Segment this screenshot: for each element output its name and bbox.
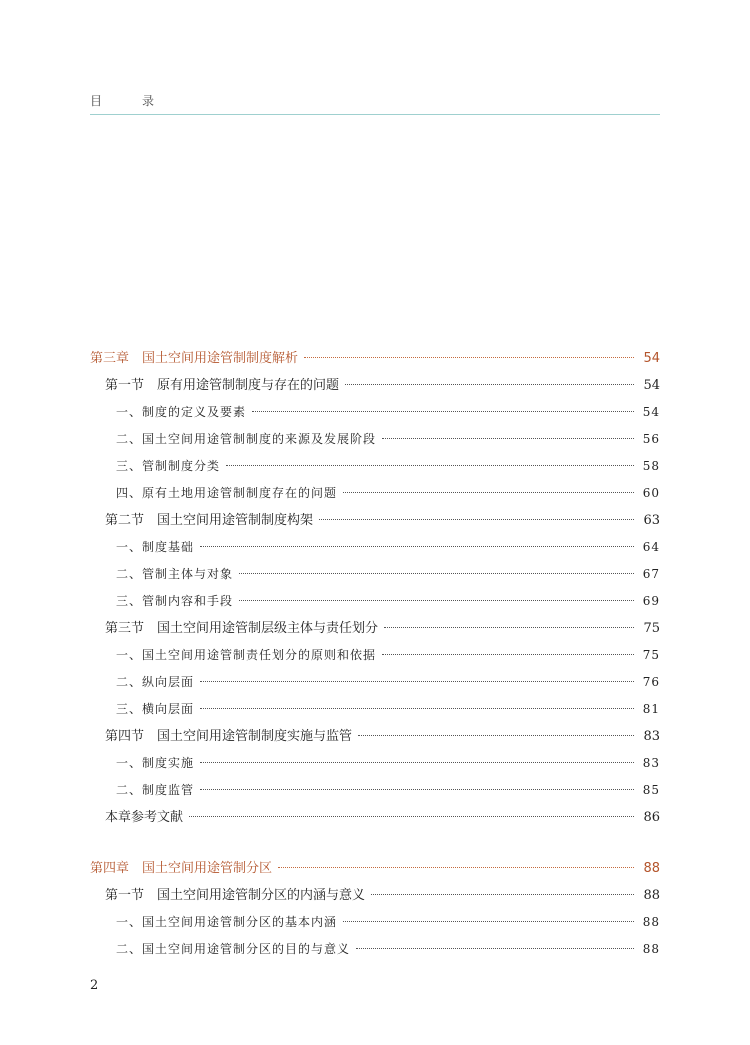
dot-leader bbox=[356, 948, 634, 949]
toc-item[interactable] bbox=[90, 909, 660, 936]
dot-leader bbox=[200, 708, 634, 709]
page-ref: 86 bbox=[643, 810, 660, 825]
item-title: 一、制度的定义及要素 bbox=[116, 405, 247, 419]
page-ref: 64 bbox=[642, 540, 660, 554]
toc-item[interactable] bbox=[90, 696, 660, 723]
page-ref: 83 bbox=[643, 729, 660, 744]
page-ref: 60 bbox=[642, 486, 660, 500]
page-ref: 58 bbox=[642, 459, 660, 473]
dot-leader bbox=[252, 411, 634, 412]
item-title: 一、国土空间用途管制责任划分的原则和依据 bbox=[116, 648, 377, 662]
toc-chapter-4[interactable] bbox=[90, 855, 660, 882]
page-ref: 83 bbox=[642, 756, 660, 770]
page-number: 2 bbox=[90, 978, 99, 993]
toc-item[interactable] bbox=[90, 669, 660, 696]
item-title: 四、原有土地用途管制制度存在的问题 bbox=[116, 486, 338, 500]
page-ref: 85 bbox=[642, 783, 660, 797]
page-ref: 88 bbox=[643, 861, 660, 876]
toc-section[interactable] bbox=[90, 723, 660, 750]
dot-leader bbox=[200, 762, 634, 763]
page-ref: 88 bbox=[642, 915, 660, 929]
item-title: 二、纵向层面 bbox=[116, 675, 195, 689]
toc-item[interactable] bbox=[90, 534, 660, 561]
toc-item[interactable] bbox=[90, 480, 660, 507]
section-title: 第四节 国土空间用途管制制度实施与监管 bbox=[105, 729, 353, 744]
chapter-title: 第三章 国土空间用途管制制度解析 bbox=[90, 351, 299, 366]
item-title: 二、国土空间用途管制制度的来源及发展阶段 bbox=[116, 432, 377, 446]
dot-leader bbox=[200, 681, 634, 682]
dot-leader bbox=[358, 735, 634, 736]
page-ref: 75 bbox=[643, 621, 660, 636]
toc-item[interactable] bbox=[90, 777, 660, 804]
toc-item[interactable] bbox=[90, 399, 660, 426]
toc-section[interactable] bbox=[90, 615, 660, 642]
dot-leader bbox=[343, 921, 634, 922]
toc-item[interactable] bbox=[90, 588, 660, 615]
toc-item[interactable] bbox=[90, 642, 660, 669]
table-of-contents bbox=[90, 345, 660, 963]
toc-section[interactable] bbox=[90, 882, 660, 909]
dot-leader bbox=[371, 894, 634, 895]
dot-leader bbox=[278, 867, 634, 868]
toc-chapter-3[interactable] bbox=[90, 345, 660, 372]
toc-item[interactable] bbox=[90, 453, 660, 480]
page-ref: 63 bbox=[643, 513, 660, 528]
page-ref: 54 bbox=[643, 351, 660, 366]
page-ref: 67 bbox=[642, 567, 660, 581]
dot-leader bbox=[239, 600, 634, 601]
item-title: 二、制度监管 bbox=[116, 783, 195, 797]
page-ref: 75 bbox=[642, 648, 660, 662]
dot-leader bbox=[239, 573, 634, 574]
dot-leader bbox=[189, 816, 634, 817]
item-title: 三、横向层面 bbox=[116, 702, 195, 716]
chapter-title: 第四章 国土空间用途管制分区 bbox=[90, 861, 273, 876]
section-title: 第一节 原有用途管制制度与存在的问题 bbox=[105, 378, 340, 393]
page-ref: 88 bbox=[642, 942, 660, 956]
section-title: 第二节 国土空间用途管制制度构架 bbox=[105, 513, 314, 528]
toc-section[interactable] bbox=[90, 372, 660, 399]
page-ref: 56 bbox=[642, 432, 660, 446]
dot-leader bbox=[200, 546, 634, 547]
running-header: 目 录 bbox=[90, 94, 169, 108]
page-ref: 76 bbox=[642, 675, 660, 689]
page-ref: 81 bbox=[642, 702, 660, 716]
section-title: 第三节 国土空间用途管制层级主体与责任划分 bbox=[105, 621, 379, 636]
dot-leader bbox=[382, 654, 634, 655]
toc-references[interactable] bbox=[90, 804, 660, 831]
toc-item[interactable] bbox=[90, 561, 660, 588]
item-title: 三、管制制度分类 bbox=[116, 459, 221, 473]
item-title: 一、国土空间用途管制分区的基本内涵 bbox=[116, 915, 338, 929]
dot-leader bbox=[304, 357, 634, 358]
dot-leader bbox=[200, 789, 634, 790]
item-title: 三、管制内容和手段 bbox=[116, 594, 234, 608]
page-ref: 69 bbox=[642, 594, 660, 608]
toc-item[interactable] bbox=[90, 426, 660, 453]
page-ref: 54 bbox=[643, 378, 660, 393]
dot-leader bbox=[384, 627, 634, 628]
toc-section[interactable] bbox=[90, 507, 660, 534]
dot-leader bbox=[382, 438, 634, 439]
toc-item[interactable] bbox=[90, 936, 660, 963]
header-rule bbox=[90, 114, 660, 115]
dot-leader bbox=[319, 519, 634, 520]
item-title: 一、制度实施 bbox=[116, 756, 195, 770]
toc-item[interactable] bbox=[90, 750, 660, 777]
chapter-gap bbox=[90, 831, 660, 855]
item-title: 二、管制主体与对象 bbox=[116, 567, 234, 581]
section-title: 第一节 国土空间用途管制分区的内涵与意义 bbox=[105, 888, 366, 903]
page-ref: 54 bbox=[642, 405, 660, 419]
item-title: 一、制度基础 bbox=[116, 540, 195, 554]
dot-leader bbox=[345, 384, 634, 385]
dot-leader bbox=[226, 465, 634, 466]
references-title: 本章参考文献 bbox=[105, 810, 184, 825]
item-title: 二、国土空间用途管制分区的目的与意义 bbox=[116, 942, 351, 956]
dot-leader bbox=[343, 492, 634, 493]
page-ref: 88 bbox=[643, 888, 660, 903]
